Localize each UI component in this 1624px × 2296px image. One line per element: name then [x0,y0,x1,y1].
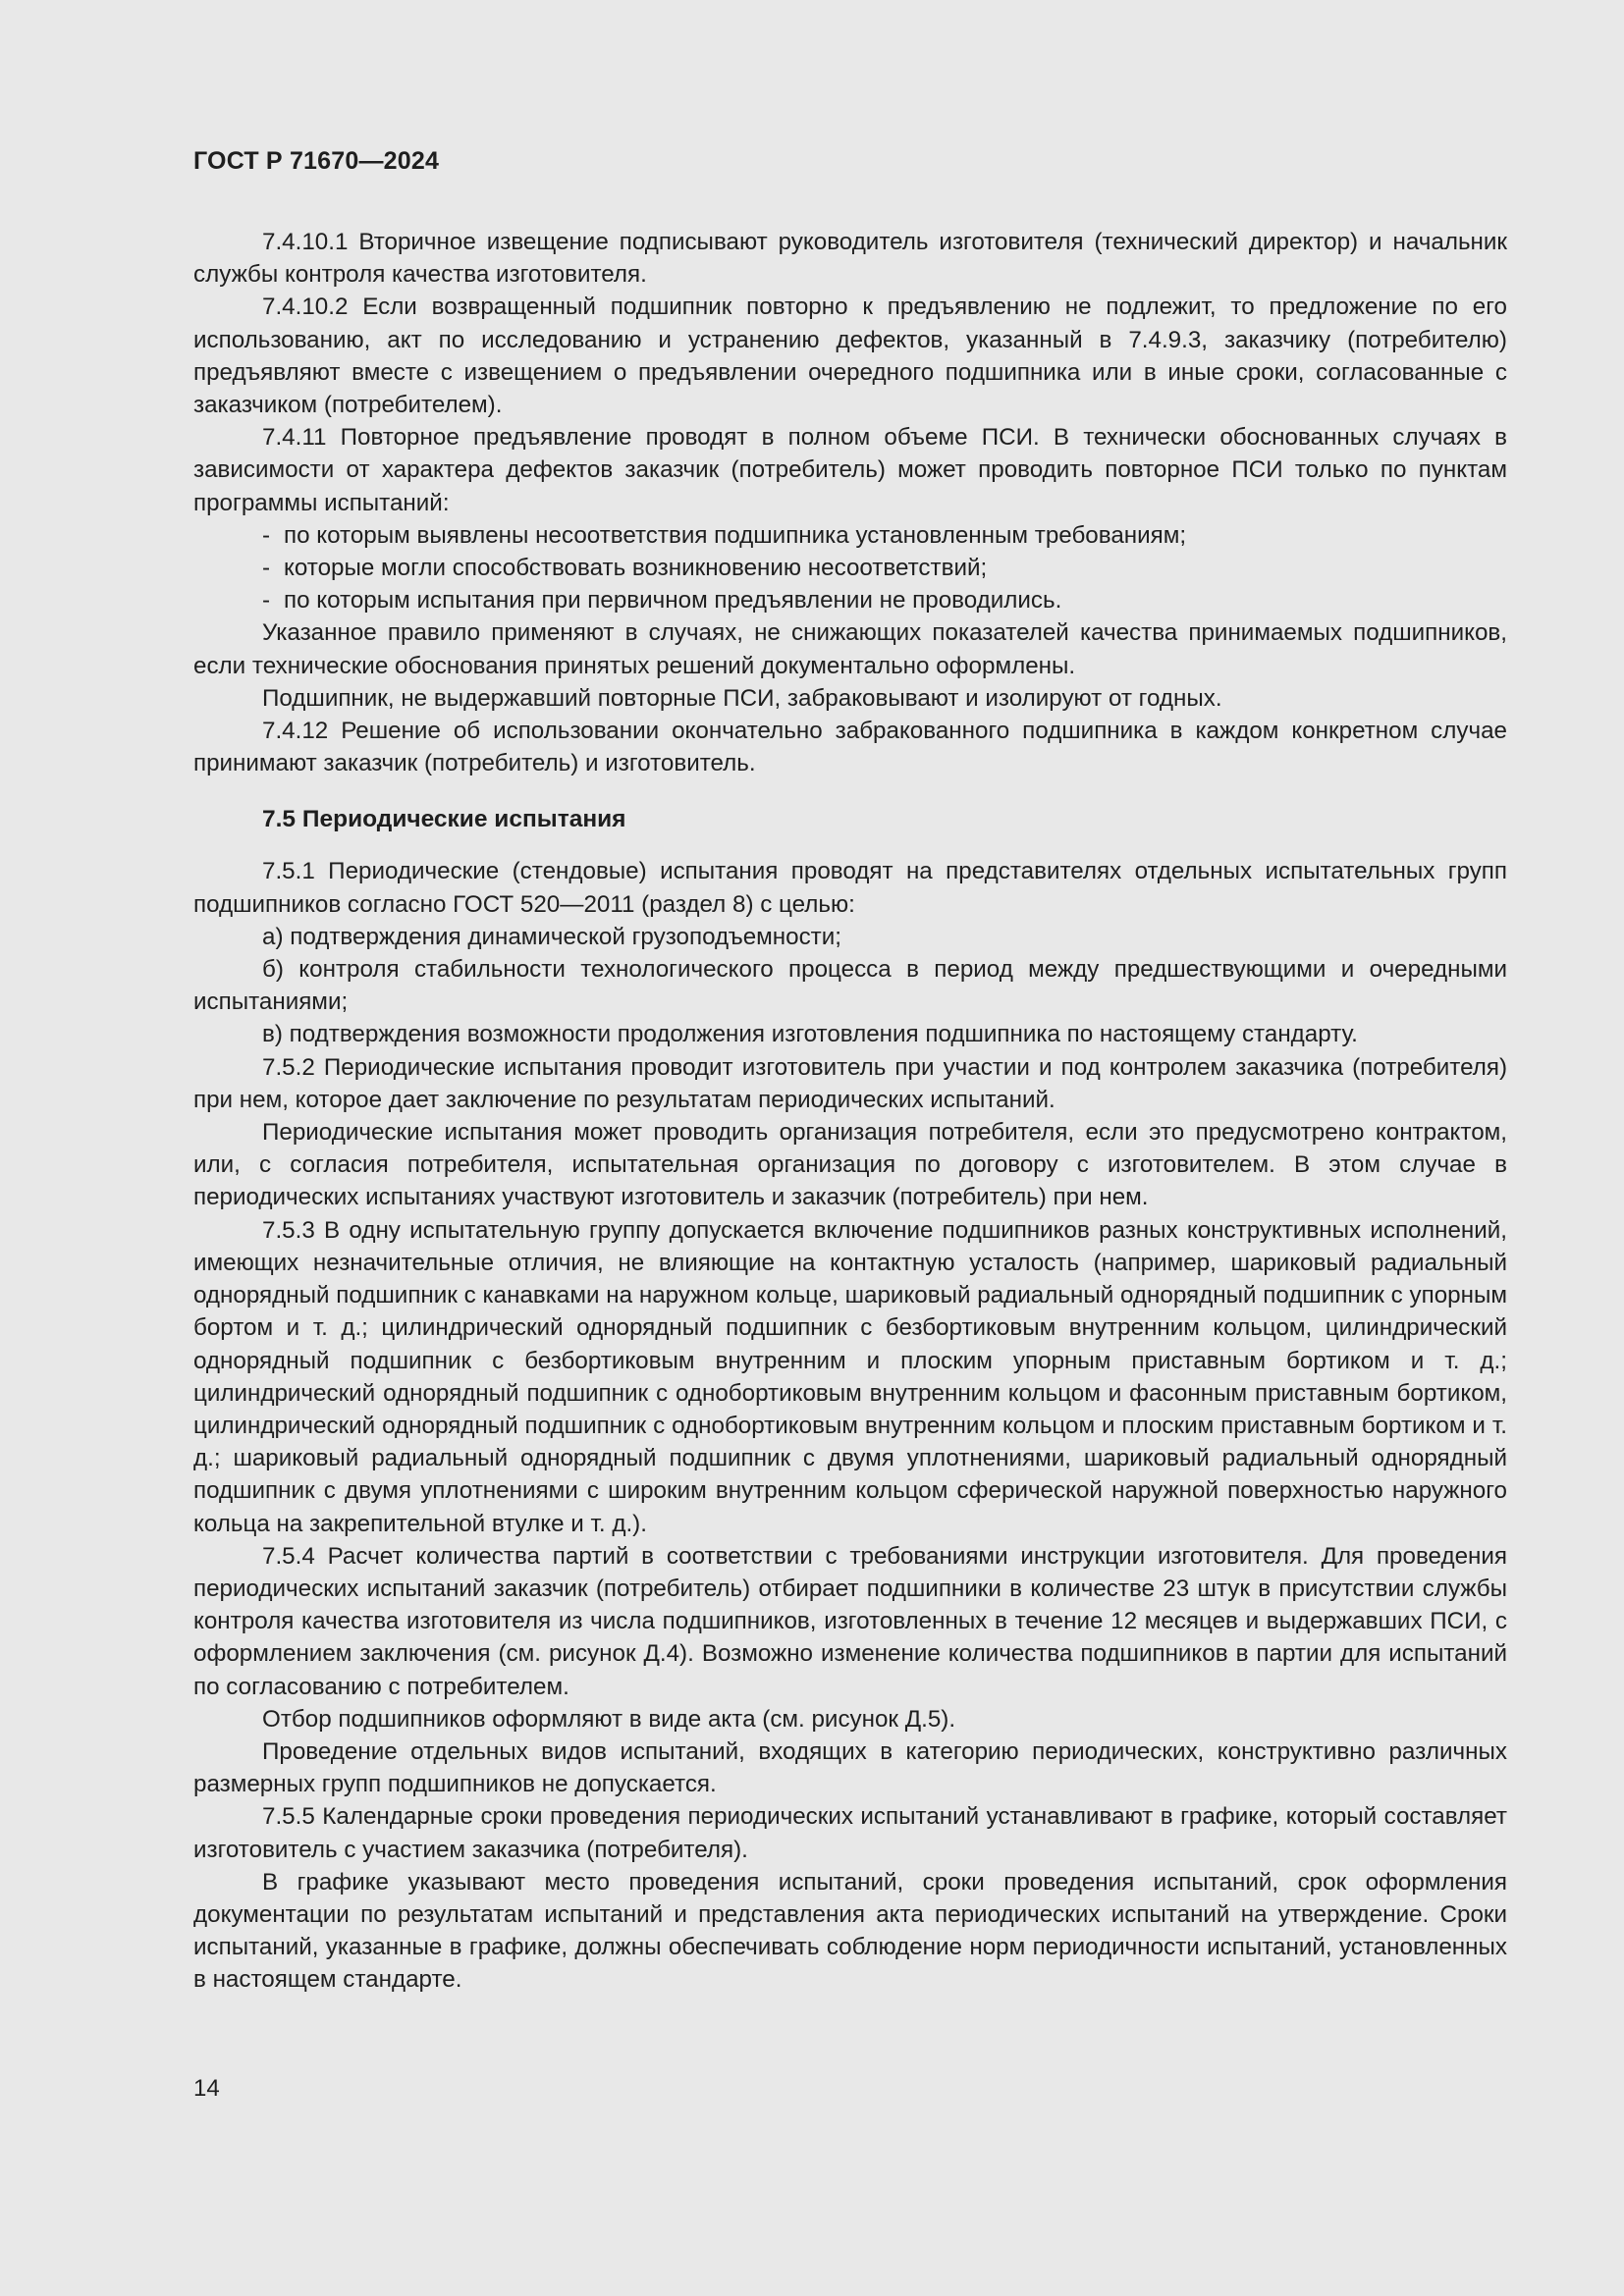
paragraph-7-5-5: 7.5.5 Календарные сроки проведения периодических испытаний устанавливают в графике, который составляет изготовитель с участием заказчика (потребителя). [193,1803,1507,1863]
paragraph-7-4-12: 7.4.12 Решение об использовании окончательно забракованного подшипника в каждом конкретном случае принимают заказчик (потребитель) и изготовитель. [193,718,1507,777]
dash-list-item [193,519,1507,552]
paragraph-rule: Указанное правило применяют в случаях, не снижающих показателей качества принимаемых подшипников, если технические обоснования принятых решений документально оформлены. [193,619,1507,679]
paragraph-7-4-11: 7.4.11 Повторное предъявление проводят в полном объеме ПСИ. В технически обоснованных случаях в зависимости от характера дефектов заказчик (потребитель) может проводить повторное ПСИ только по пунктам программы испытаний: [193,424,1507,516]
document-body [193,226,1507,1997]
paragraph-selection: Отбор подшипников оформляют в виде акта (см. рисунок Д.5). [262,1705,956,1733]
letter-list-item-b: б) контроля стабильности технологического процесса в период между предшествующими и очередными испытаниями; [193,956,1507,1016]
page-number: 14 [193,2075,220,2102]
paragraph-7-5-1: 7.5.1 Периодические (стендовые) испытания проводят на представителях отдельных испытательных групп подшипников согласно ГОСТ 520—2011 (раздел 8) с целью: [193,858,1507,918]
dash-list-item [193,584,1507,616]
paragraph-separate-tests: Проведение отдельных видов испытаний, входящих в категорию периодических, конструктивно различных размерных групп подшипников не допускается. [193,1737,1507,1798]
letter-list-item-v: в) подтверждения возможности продолжения изготовления подшипника по настоящему стандарту. [262,1021,1358,1048]
section-title-7-5: 7.5 Периодические испытания [262,806,626,833]
dash-marker: - [262,587,271,614]
dash-list-text: по которым выявлены несоответствия подшипника установленным требованиям; [284,521,1187,549]
paragraph-7-4-10-1: 7.4.10.1 Вторичное извещение подписывают руководитель изготовителя (технический директор) и начальник службы контроля качества изготовителя. [193,229,1507,289]
dash-list-text: которые могли способствовать возникновению несоответствий; [284,555,988,582]
letter-list-item-a: а) подтверждения динамической грузоподъемности; [262,923,841,950]
dash-marker: - [262,521,271,549]
dash-list-text: по которым испытания при первичном предъявлении не проводились. [284,587,1062,614]
paragraph-7-5-4: 7.5.4 Расчет количества партий в соответствии с требованиями инструкции изготовителя. Для проведения периодических испытаний заказчик (потребитель) отбирает подшипники в количестве 23 штук в присутствии службы контроля качества изготовителя из числа подшипников, изготовленных в течение 12 месяцев и выдержавших ПСИ, с оформлением заключения (см. рисунок Д.4). Возможно изменение количества подшипников в партии для испытаний по согласованию с потребителем. [193,1542,1507,1700]
paragraph-schedule: В графике указывают место проведения испытаний, сроки проведения испытаний, срок оформления документации по результатам испытаний и представления акта периодических испытаний на утверждение. Сроки испытаний, указанные в графике, должны обеспечивать соблюдение норм периодичности испытаний, установленных в настоящем стандарте. [193,1868,1507,1994]
paragraph-7-5-2: 7.5.2 Периодические испытания проводит изготовитель при участии и под контролем заказчика (потребителя) при нем, которое дает заключение по результатам периодических испытаний. [193,1053,1507,1113]
dash-list-item [193,552,1507,584]
paragraph-organization: Периодические испытания может проводить организация потребителя, если это предусмотрено контрактом, или, с согласия потребителя, испытательная организация по договору с изготовителем. В этом случае в периодических испытаниях участвуют изготовитель и заказчик (потребитель) при нем. [193,1119,1507,1211]
paragraph-7-4-10-2: 7.4.10.2 Если возвращенный подшипник повторно к предъявлению не подлежит, то предложение по его использованию, акт по исследованию и устранению дефектов, указанный в 7.4.9.3, заказчику (потребителю) предъявляют вместе с извещением о предъявлении очередного подшипника или в иные сроки, согласованные с заказчиком (потребителем). [193,294,1507,419]
paragraph-rejected: Подшипник, не выдержавший повторные ПСИ, забраковывают и изолируют от годных. [262,684,1222,712]
paragraph-7-5-3: 7.5.3 В одну испытательную группу допускается включение подшипников разных конструктивных исполнений, имеющих незначительные отличия, не влияющие на контактную усталость (например, шариковый радиальный однорядный подшипник с канавками на наружном кольце, шариковый радиальный однорядный подшипник с упорным бортом и т. д.; цилиндрический однорядный подшипник с безбортиковым внутренним кольцом, цилиндрический однорядный подшипник с безбортиковым внутренним и плоским упорным приставным бортиком и т. д.; цилиндрический однорядный подшипник с однобортиковым внутренним кольцом и фасонным приставным бортиком, цилиндрический однорядный подшипник с однобортиковым внутренним кольцом и плоским приставным бортиком и т. д.; шариковый радиальный однорядный подшипник с двумя уплотнениями, шариковый радиальный однорядный подшипник с двумя уплотнениями с широким внутренним кольцом сферической наружной поверхностью наружного кольца на закрепительной втулке и т. д.). [193,1216,1507,1537]
document-code-header: ГОСТ Р 71670—2024 [193,147,440,175]
dash-marker: - [262,555,271,582]
